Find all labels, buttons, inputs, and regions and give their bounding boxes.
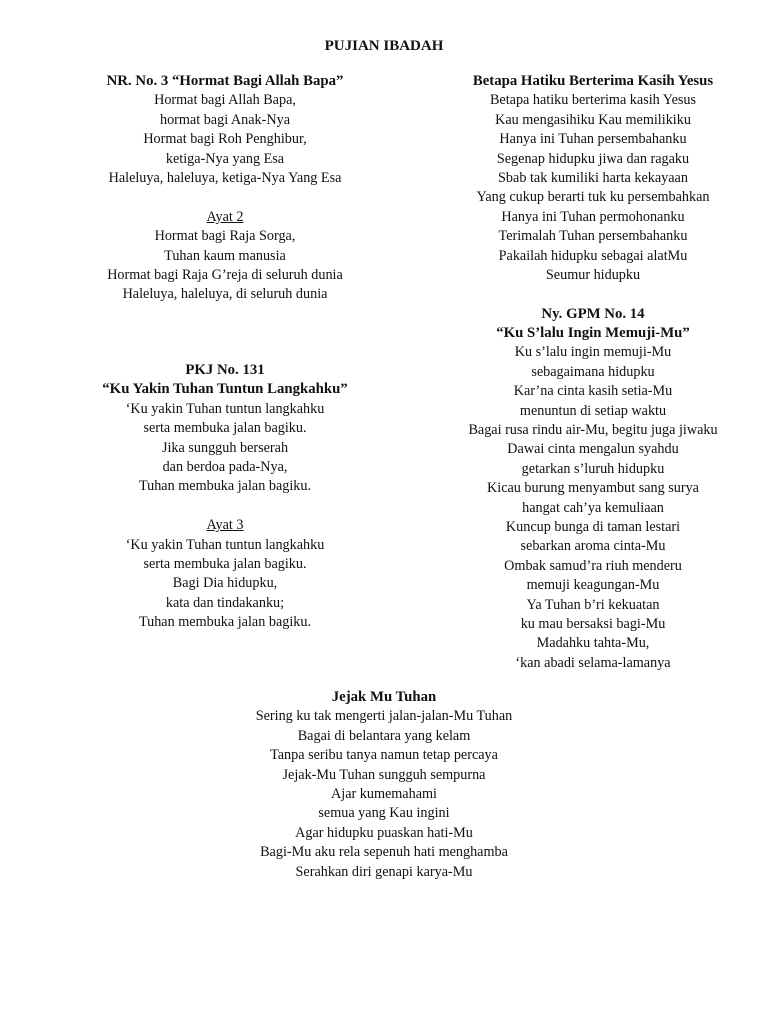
- page-title: PUJIAN IBADAH: [324, 38, 444, 54]
- lyric-line: Bagi-Mu aku rela sepenuh hati menghamba: [260, 844, 508, 861]
- lyric-line: Kicau burung menyambut sang surya: [487, 480, 699, 497]
- lyric-line: Bagi Dia hidupku,: [172, 575, 278, 592]
- left-column: [40, 72, 410, 305]
- verse-label: Ayat 3: [206, 517, 244, 534]
- lyric-line: Hormat bagi Raja Sorga,: [154, 228, 296, 245]
- lyric-line: Tuhan kaum manusia: [164, 247, 286, 264]
- lyric-line: Tuhan membuka jalan bagiku.: [138, 614, 312, 631]
- lyric-line: Sering ku tak mengerti jalan-jalan-Mu Tuhan: [255, 708, 513, 725]
- lyric-line: Hanya ini Tuhan permohonanku: [501, 208, 685, 225]
- lyric-line: memuji keagungan-Mu: [526, 577, 660, 594]
- lyric-line: Hormat bagi Raja G’reja di seluruh dunia: [107, 266, 343, 283]
- lyric-line: Hanya ini Tuhan persembahanku: [499, 131, 687, 148]
- song-title: Jejak Mu Tuhan: [331, 689, 437, 705]
- lyric-line: Ajar kumemahami: [331, 785, 437, 802]
- lyric-line: Ya Tuhan b’ri kekuatan: [526, 596, 660, 613]
- lyric-line: Bagai rusa rindu air-Mu, begitu juga jiwaku: [468, 422, 718, 439]
- song-title: NR. No. 3 “Hormat Bagi Allah Bapa”: [106, 73, 344, 89]
- lyric-line: Pakailah hidupku sebagai alatMu: [498, 247, 688, 264]
- lyric-line: sebagaimana hidupku: [531, 363, 655, 380]
- lyric-line: Ku s’lalu ingin memuji-Mu: [514, 344, 672, 361]
- lyric-line: Hormat bagi Allah Bapa,: [154, 92, 296, 109]
- right-column: [408, 72, 768, 673]
- song-title: Betapa Hatiku Berterima Kasih Yesus: [472, 73, 714, 89]
- lyric-line: ketiga-Nya yang Esa: [165, 150, 285, 167]
- lyric-line: Kau mengasihiku Kau memilikiku: [495, 111, 691, 128]
- lyric-line: Bagai di belantara yang kelam: [297, 727, 471, 744]
- lyric-line: Tanpa seribu tanya namun tetap percaya: [270, 747, 498, 764]
- lyric-line: Kuncup bunga di taman lestari: [505, 518, 681, 535]
- lyric-line: Sbab tak kumiliki harta kekayaan: [498, 169, 688, 186]
- lyric-line: Jika sungguh berserah: [161, 439, 289, 456]
- left-column-lower: [40, 361, 410, 632]
- lyric-line: sebarkan aroma cinta-Mu: [520, 538, 666, 555]
- song-title: “Ku Yakin Tuhan Tuntun Langkahku”: [102, 381, 348, 398]
- song-number: Ny. GPM No. 14: [541, 305, 645, 322]
- lyric-line: Segenap hidupku jiwa dan ragaku: [496, 150, 690, 167]
- verse-label: Ayat 2: [206, 208, 244, 225]
- lyric-line: Kar’na cinta kasih setia-Mu: [513, 383, 673, 400]
- lyric-line: Agar hidupku puaskan hati-Mu: [295, 824, 473, 841]
- lyric-line: Yang cukup berarti tuk ku persembahkan: [476, 189, 710, 206]
- lyric-line: serta membuka jalan bagiku.: [143, 555, 307, 572]
- lyric-line: serta membuka jalan bagiku.: [143, 420, 307, 437]
- lyric-line: hormat bagi Anak-Nya: [159, 111, 290, 128]
- bottom-section: [200, 688, 568, 882]
- lyric-line: Betapa hatiku berterima kasih Yesus: [489, 92, 697, 109]
- lyric-line: Terimalah Tuhan persembahanku: [498, 228, 688, 245]
- lyric-line: ku mau bersaksi bagi-Mu: [520, 615, 666, 632]
- lyric-line: Ombak samud’ra riuh menderu: [504, 557, 682, 574]
- lyric-line: Haleluya, haleluya, di seluruh dunia: [122, 286, 328, 303]
- lyric-line: getarkan s’luruh hidupku: [521, 460, 665, 477]
- song-title: “Ku S’lalu Ingin Memuji-Mu”: [496, 325, 690, 342]
- lyric-line: hangat cah’ya kemuliaan: [522, 499, 664, 516]
- lyric-line: kata dan tindakanku;: [165, 594, 285, 611]
- lyric-line: ‘kan abadi selama-lamanya: [515, 654, 671, 671]
- lyric-line: Haleluya, haleluya, ketiga-Nya Yang Esa: [108, 169, 342, 186]
- lyric-line: Seumur hidupku: [545, 266, 641, 283]
- lyric-line: Serahkan diri genapi karya-Mu: [295, 863, 473, 880]
- lyric-line: semua yang Kau ingini: [318, 805, 450, 822]
- lyric-line: Hormat bagi Roh Penghibur,: [143, 131, 307, 148]
- lyric-line: Dawai cinta mengalun syahdu: [507, 441, 679, 458]
- lyric-line: ‘Ku yakin Tuhan tuntun langkahku: [125, 536, 325, 553]
- lyric-line: Tuhan membuka jalan bagiku.: [138, 478, 312, 495]
- lyric-line: ‘Ku yakin Tuhan tuntun langkahku: [125, 400, 325, 417]
- lyric-line: Madahku tahta-Mu,: [536, 635, 650, 652]
- song-number: PKJ No. 131: [185, 362, 265, 378]
- lyric-line: Jejak-Mu Tuhan sungguh sempurna: [282, 766, 486, 783]
- lyric-line: dan berdoa pada-Nya,: [162, 458, 288, 475]
- lyric-line: menuntun di setiap waktu: [519, 402, 667, 419]
